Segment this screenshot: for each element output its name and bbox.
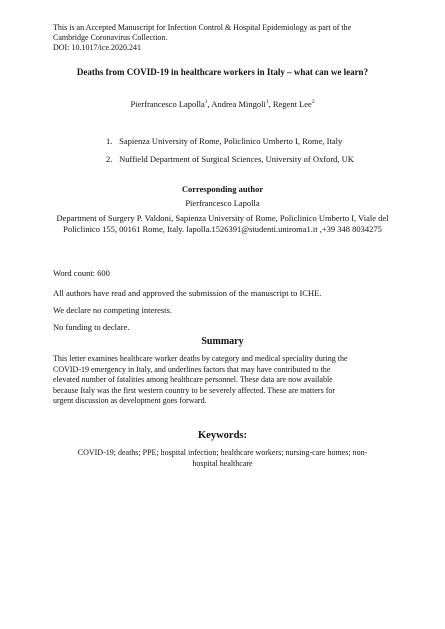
funding-statement: No funding to declare. [53, 322, 130, 332]
keywords-heading: Keywords: [198, 430, 247, 441]
author-separator: , [268, 99, 273, 109]
affiliation-2 [106, 154, 354, 164]
paper-title: Deaths from COVID-19 in healthcare workers in Italy – what can we learn? [76, 67, 369, 77]
author-affiliation-mark: 1 [204, 99, 208, 106]
notice-line: This is an Accepted Manuscript for Infection Control & Hospital Epidemiology as part of the [53, 23, 352, 32]
affiliation-text: Nuffield Department of Surgical Sciences, University of Oxford, UK [119, 154, 354, 164]
summary-heading: Summary [201, 336, 244, 347]
doi-line: DOI: 10.1017/ice.2020.241 [53, 43, 141, 52]
summary-line: urgent discussion as development goes forward. [53, 396, 207, 405]
competing-interests-statement: We declare no competing interests. [53, 305, 172, 315]
approval-statement: All authors have read and approved the submission of the manuscript to ICHE. [53, 288, 322, 298]
author-name: Pierfrancesco Lapolla [130, 99, 205, 109]
summary-line: because Italy was the first western country to be severely affected. These are matters for [53, 385, 336, 395]
summary-line: elevated number of fatalities among healthcare personnel. These data are now available [53, 375, 333, 384]
author-affiliation-mark: 2 [311, 99, 315, 106]
word-count: Word count: 600 [53, 268, 110, 278]
keywords-line: COVID-19; deaths; PPE; hospital infection; healthcare workers; nursing-care homes; non- [77, 448, 368, 457]
keywords-text [55, 448, 390, 469]
summary-line: This letter examines healthcare worker deaths by category and medical speciality during the [53, 354, 348, 363]
accepted-manuscript-notice [53, 23, 403, 53]
author-name: Regent Lee [272, 99, 312, 109]
affiliation-text: Sapienza University of Rome, Policlinico Umberto I, Rome, Italy [119, 136, 343, 146]
corresponding-author-heading: Corresponding author [181, 184, 264, 194]
affiliation-number: 2. [106, 154, 113, 164]
notice-line: Cambridge Coronavirus Collection. [53, 33, 168, 42]
author-affiliation-mark: 1 [265, 99, 269, 106]
corresponding-author-name: Pierfrancesco Lapolla [185, 198, 260, 208]
summary-text [53, 354, 398, 407]
author-name: Andrea Mingoli [211, 99, 266, 109]
keywords-line: hospital healthcare [192, 458, 253, 468]
affiliation-number: 1. [106, 136, 113, 146]
corresponding-author-address: Department of Surgery P. Valdoni, Sapienza University of Rome, Policlinico Umberto I, Viale del Policlinico 155, 00161 Rome, Italy. lapolla.1526391@studenti.uniroma1.it ,+39 348 8034275 [56, 213, 389, 234]
author-separator: , [207, 99, 212, 109]
summary-line: COVID-19 emergency in Italy, and underlines factors that may have contributed to the [53, 364, 331, 374]
author-list [0, 99, 445, 109]
affiliation-1 [106, 136, 342, 146]
